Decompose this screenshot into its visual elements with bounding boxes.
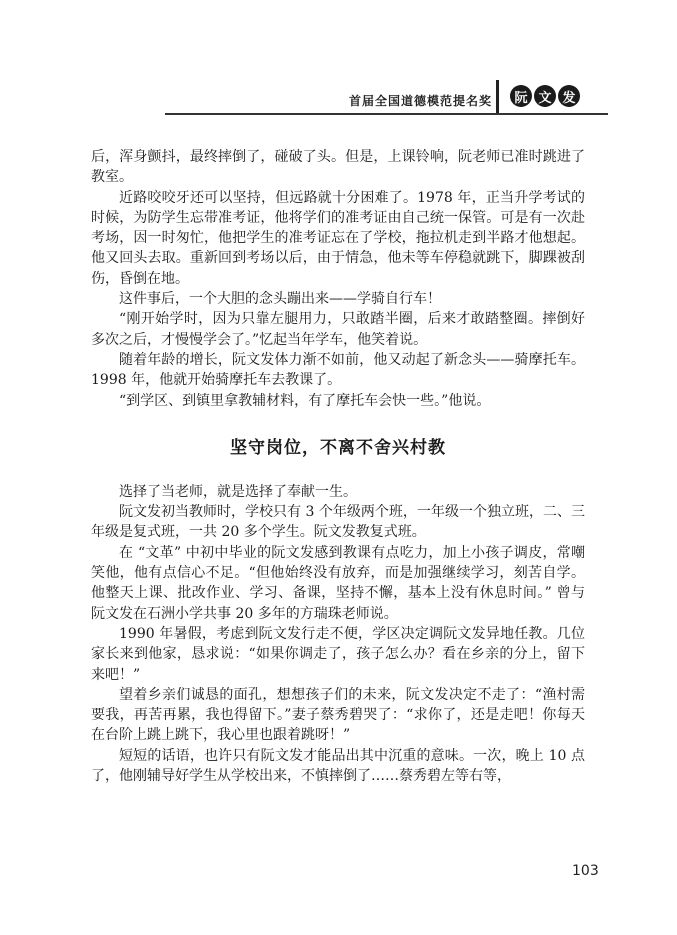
name-badges [510, 85, 580, 107]
section-title: 坚守岗位，不离不舍兴村教 [230, 437, 446, 458]
paragraph: 选择了当老师，就是选择了奉献一生。 [119, 483, 357, 500]
paragraph: 阮文发初当教师时，学校只有 3 个年级两个班，一年级一个独立班，二、三年级是复式班，一共 20 多个学生。阮文发教复式班。 [91, 504, 585, 541]
name-badge: 文 [534, 85, 556, 107]
paragraph: 在 “文革” 中初中毕业的阮文发感到教课有点吃力，加上小孩子调皮，常嘲笑他，他有点信心不足。“但他始终没有放弃，而是加强继续学习，刻苦自学。他整天上课、批改作业、学习、备课，坚持不懈，基本上没有休息时间。” 曾与阮文发在石洲小学共事 20 多年的方瑞珠老师说。 [91, 544, 585, 622]
header-vertical-bar [496, 80, 499, 114]
paragraph: “刚开始学时，因为只靠左腿用力，只敢踏半圈，后来才敢踏整圈。摔倒好多次之后，才慢慢学会了。”忆起当年学车，他笑着说。 [91, 311, 585, 348]
paragraph: 后，浑身颤抖，最终摔倒了，碰破了头。但是，上课铃响，阮老师已准时跳进了教室。 [91, 149, 585, 186]
page-body [91, 147, 585, 786]
paragraph: 随着年龄的增长，阮文发体力渐不如前，他又动起了新念头——骑摩托车。1998 年，他就开始骑摩托车去教课了。 [91, 351, 585, 389]
header-rule [165, 113, 608, 115]
name-badge: 阮 [510, 85, 532, 107]
paragraph: 近路咬咬牙还可以坚持，但远路就十分困难了。1978 年，正当升学考试的时候，为防学生忘带准考证，他将学们的准考证由自己统一保管。可是有一次赴考场，因一时匆忙，他把学生的准考证忘在了学校，拖拉机走到半路才他想起。他又回头去取。重新回到考场以后，由于情急，他未等车停稳就跳下，脚踝被刮伤，昏倒在地。 [91, 189, 585, 287]
page-number: 103 [572, 863, 599, 879]
paragraph: 1990 年暑假，考虑到阮文发行走不便，学区决定调阮文发异地任教。几位家长来到他家，恳求说：“如果你调走了，孩子怎么办？看在乡亲的分上，留下来吧！” [91, 625, 585, 683]
paragraph: 这件事后，一个大胆的念头蹦出来——学骑自行车！ [119, 291, 441, 308]
running-title: 首届全国道德模范提名奖 [348, 94, 492, 108]
paragraph: 望着乡亲们诚恳的面孔，想想孩子们的未来，阮文发决定不走了：“渔村需要我，再苦再累，我也得留下。”妻子蔡秀碧哭了：“求你了，还是走吧！你每天在台阶上跳上跳下，我心里也跟着跳呀！” [91, 686, 585, 744]
name-badge: 发 [558, 85, 580, 107]
paragraph: “到学区、到镇里拿教辅材料，有了摩托车会快一些。”他说。 [119, 392, 491, 409]
paragraph: 短短的话语，也许只有阮文发才能品出其中沉重的意味。一次，晚上 10 点了，他刚辅导好学生从学校出来，不慎摔倒了……蔡秀碧左等右等， [91, 747, 585, 785]
